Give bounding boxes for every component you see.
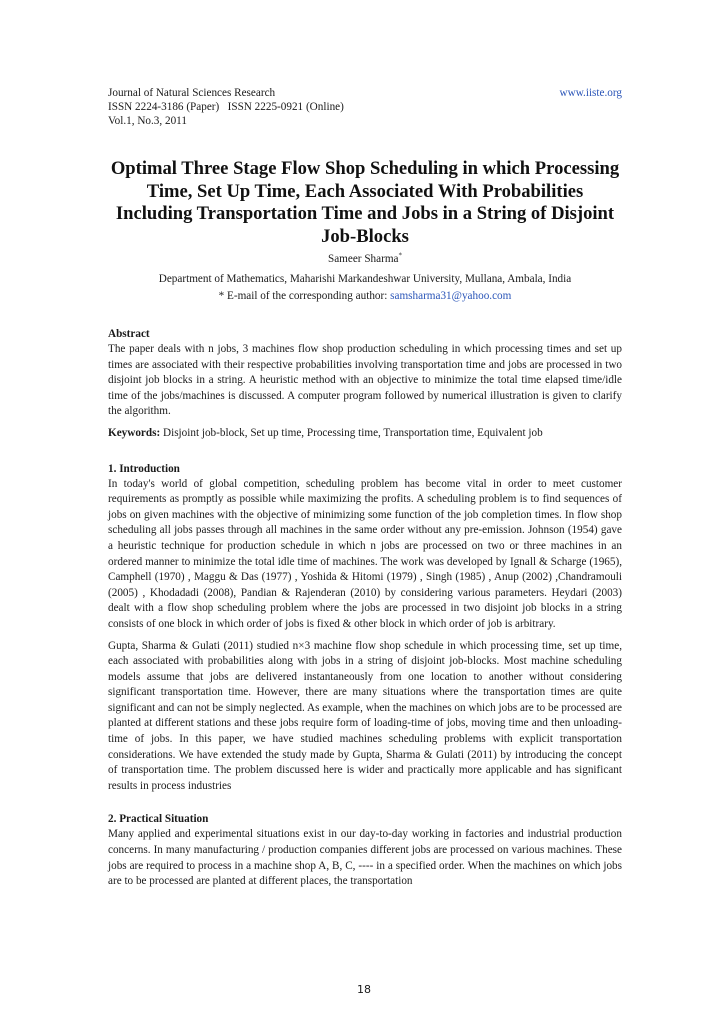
page-number: 18 bbox=[357, 983, 371, 996]
corresponding-mark: * bbox=[398, 251, 403, 260]
keywords-line bbox=[108, 426, 622, 442]
practical-situation-paragraph: Many applied and experimental situations exist in our day-to-day working in factories and industrial production concerns. In many manufacturing / production companies different jobs are processed on various machines. These jobs are required to process in a machine shop A, B, C, ---- in a specified order. When the machines on which jobs are to be processed are planted at different places, the transportation bbox=[108, 828, 622, 888]
introduction-paragraph-2: Gupta, Sharma & Gulati (2011) studied n×3 machine flow shop schedule in which processing time, set up time, each associated with probabilities along with jobs in a string of disjoint job-blocks. Most machine scheduling models assume that jobs are delivered instantaneously from one location to another without considering significant transportation time. However, there are many situations where the transportation times are quite significant and can not be simply neglected. As example, when the machines on which jobs are to be processed are planted at different stations and these jobs require form of loading-time of jobs, moving time and then unloading-time of jobs. In this paper, we have studied machines scheduling problems with explicit transportation considerations. We have extended the study made by Gupta, Sharma & Gulati (2011) by introducing the concept of transportation time. The problem discussed here is wider and practically more applicable and has significant results in process industries bbox=[108, 639, 622, 792]
volume-line: Vol.1, No.3, 2011 bbox=[108, 115, 187, 127]
issn-line: ISSN 2224-3186 (Paper) ISSN 2225-0921 (Online) bbox=[108, 101, 344, 113]
author-line bbox=[108, 252, 622, 266]
email-label: * E-mail of the corresponding author: bbox=[218, 290, 391, 302]
journal-url-link[interactable]: www.iiste.org bbox=[559, 87, 622, 99]
journal-name: Journal of Natural Sciences Research bbox=[108, 87, 276, 99]
paper-page bbox=[108, 86, 622, 890]
author-name: Sameer Sharma bbox=[327, 253, 399, 265]
abstract-text: The paper deals with n jobs, 3 machines flow shop production scheduling in which processing times and set up times are associated with their respective probabilities involving transportation time and jobs are processed in two disjoint job blocks in a string. A heuristic method with an objective to minimize the total time elapsed time/idle time of the jobs/machines is discussed. A computer program followed by numerical illustration is given to clarify the algorithm. bbox=[108, 343, 622, 418]
running-header bbox=[108, 86, 622, 128]
introduction-heading: 1. Introduction bbox=[108, 462, 180, 475]
introduction-paragraph-1: In today's world of global competition, scheduling problem has become vital in order to meet customer requirements as promptly as possible while maximizing the profits. A scheduling problem is to find sequences of jobs on given machines with the objective of minimizing some function of the job completion times. In flow shop scheduling all jobs passes through all machines in the same order without any pre-emission. Johnson (1954) gave a heuristic technique for production schedule in which n jobs are processed on two or three machines in an ordered manner to minimize the total idle time of machines. The work was developed by Ignall & Scharge (1965), Camphell (1970) , Maggu & Das (1977) , Yoshida & Hitomi (1979) , Singh (1985) , Anup (2002) ,Chandramouli (2005) , Khodadadi (2008), Pandian & Rajenderan (2010) by considering various parameters. Heydari (2003) dealt with a flow shop scheduling problem where the jobs are processed in two disjoint job blocks in a string consists of one block in which order of jobs is fixed & other block in which order of job is arbitrary. bbox=[108, 477, 622, 630]
practical-situation-heading: 2. Practical Situation bbox=[108, 813, 209, 826]
paper-title: Optimal Three Stage Flow Shop Scheduling in which Processing Time, Set Up Time, Each Associated With Probabilities Including Transportation Time and Jobs in a String of Disjoint Job-Blocks bbox=[110, 158, 620, 247]
keywords-text: Disjoint job-block, Set up time, Processing time, Transportation time, Equivalent job bbox=[160, 426, 543, 439]
keywords-label: Keywords: bbox=[108, 426, 161, 439]
abstract-heading: Abstract bbox=[108, 328, 150, 340]
email-line bbox=[108, 289, 622, 303]
email-link[interactable]: samsharma31@yahoo.com bbox=[390, 290, 512, 302]
author-affiliation: Department of Mathematics, Maharishi Markandeshwar University, Mullana, Ambala, India bbox=[158, 273, 572, 285]
